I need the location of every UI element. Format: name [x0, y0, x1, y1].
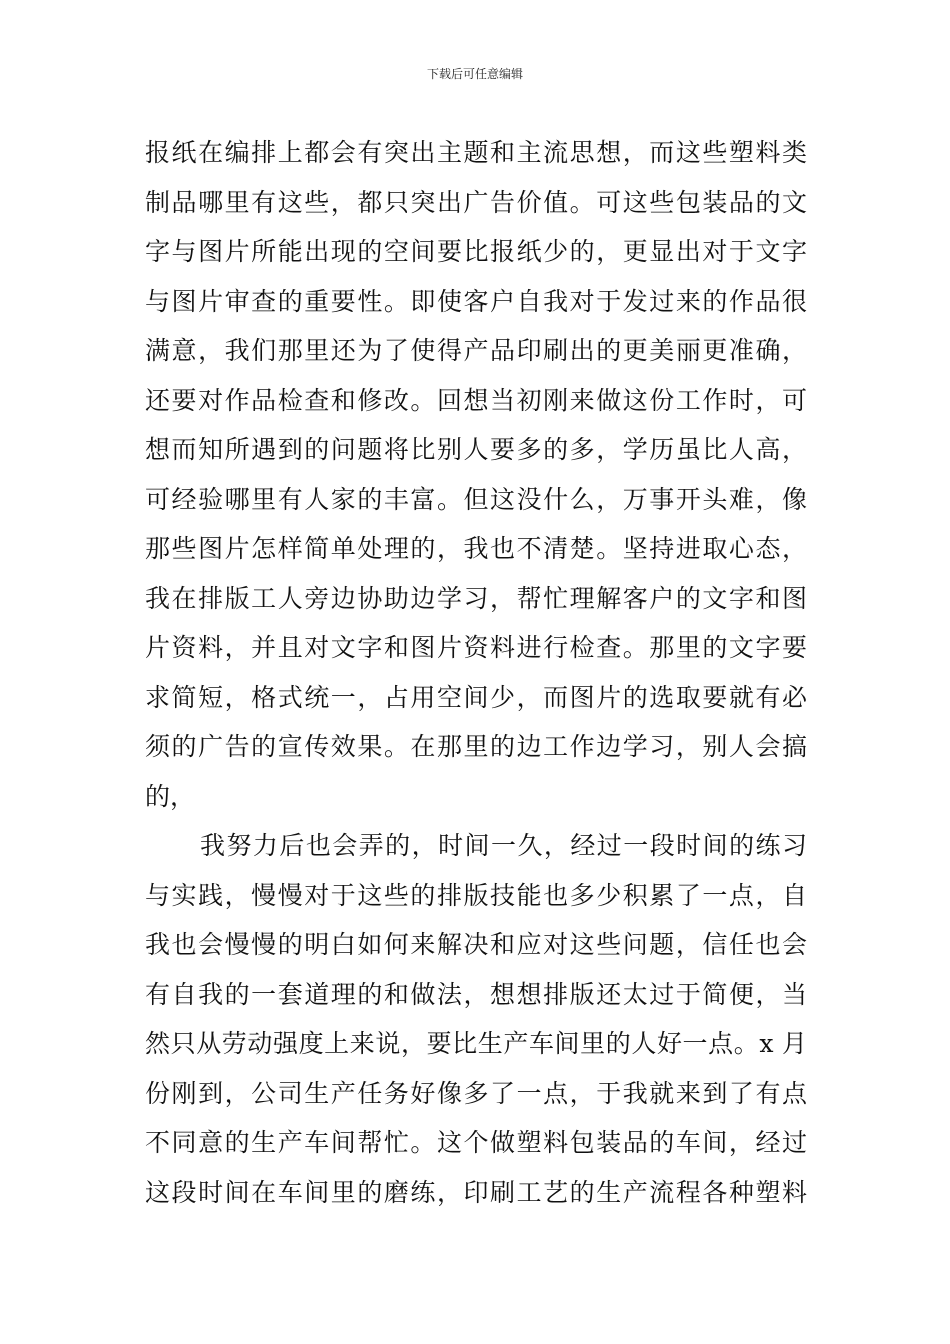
text-line: 与实践，慢慢对于这些的排版技能也多少积累了一点，自 [145, 880, 807, 910]
page-header: 下载后可任意编辑 [426, 67, 523, 81]
text-line: 报纸在编排上都会有突出主题和主流思想，而这些塑料类 [145, 138, 807, 167]
text-line: 份刚到，公司生产任务好像多了一点，于我就来到了有点 [145, 1078, 807, 1108]
text-line: 然只从劳动强度上来说，要比生产车间里的人好一点。x 月 [145, 1029, 807, 1058]
text-line: 字与图片所能出现的空间要比报纸少的，更显出对于文字 [145, 237, 807, 266]
text-line: 的， [145, 781, 196, 811]
document-body [145, 128, 807, 1217]
text-line: 那些图片怎样简单处理的，我也不清楚。坚持进取心态， [145, 534, 807, 563]
text-line: 须的广告的宣传效果。在那里的边工作边学习，别人会搞 [145, 732, 807, 761]
paragraph-first-line: 我努力后也会弄的，时间一久，经过一段时间的练习 [200, 831, 807, 860]
text-line: 求简短，格式统一，占用空间少，而图片的选取要就有必 [145, 682, 807, 712]
text-line: 可经验哪里有人家的丰富。但这没什么，万事开头难，像 [145, 484, 807, 514]
text-line: 与图片审查的重要性。即使客户自我对于发过来的作品很 [145, 286, 807, 316]
text-line: 还要对作品检查和修改。回想当初刚来做这份工作时，可 [145, 385, 807, 415]
text-line: 满意，我们那里还为了使得产品印刷出的更美丽更准确， [145, 336, 807, 365]
text-line: 有自我的一套道理的和做法，想想排版还太过于简便，当 [145, 979, 807, 1009]
text-line: 制品哪里有这些，都只突出广告价值。可这些包装品的文 [145, 187, 807, 217]
text-line: 我也会慢慢的明白如何来解决和应对这些问题，信任也会 [145, 930, 807, 959]
text-line: 片资料，并且对文字和图片资料进行检查。那里的文字要 [145, 633, 807, 662]
text-line: 不同意的生产车间帮忙。这个做塑料包装品的车间，经过 [145, 1128, 807, 1157]
text-line: 想而知所遇到的问题将比别人要多的多，学历虽比人高， [145, 435, 807, 464]
text-line: 我在排版工人旁边协助边学习，帮忙理解客户的文字和图 [145, 583, 807, 613]
text-line: 这段时间在车间里的磨练，印刷工艺的生产流程各种塑料 [145, 1177, 807, 1207]
